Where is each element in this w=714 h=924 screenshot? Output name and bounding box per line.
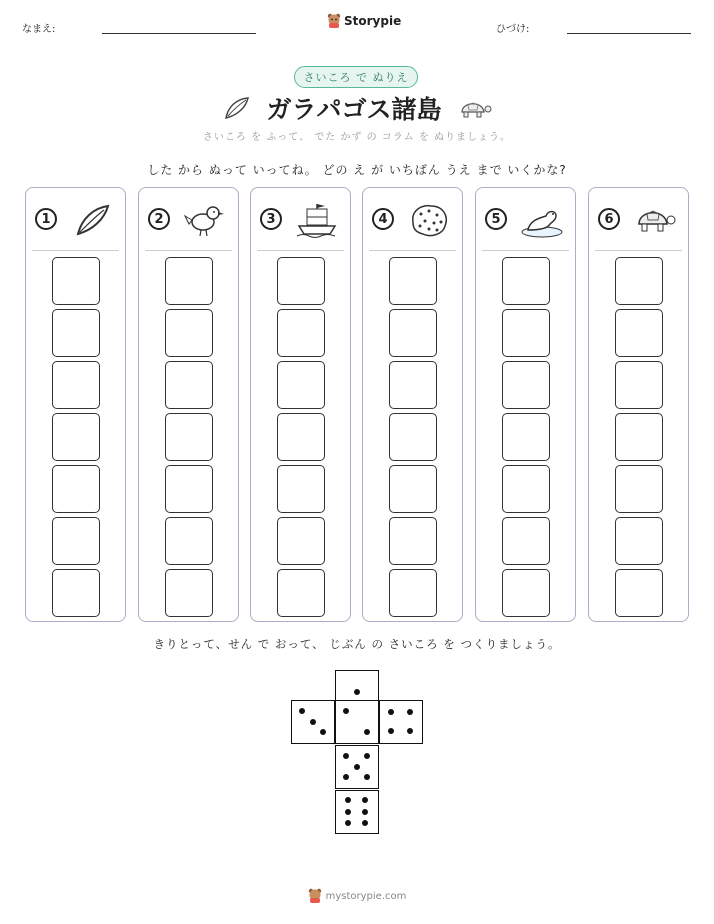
column-divider — [32, 250, 119, 251]
dice-column-2 — [138, 187, 239, 622]
coloring-box — [615, 465, 663, 513]
tortoise-icon — [633, 200, 677, 238]
dice-face-2 — [335, 700, 379, 744]
dice-face-4 — [379, 700, 423, 744]
coloring-box — [165, 361, 213, 409]
coloring-box — [277, 309, 325, 357]
bird-icon — [183, 200, 227, 238]
coloring-box — [389, 465, 437, 513]
column-divider — [595, 250, 682, 251]
coloring-box — [615, 257, 663, 305]
coloring-box — [52, 517, 100, 565]
coloring-box — [165, 413, 213, 461]
coloring-box — [615, 413, 663, 461]
column-number: 6 — [598, 208, 620, 230]
column-number: 2 — [148, 208, 170, 230]
dice-pip — [362, 820, 368, 826]
dice-pip — [345, 809, 351, 815]
name-label: なまえ: — [22, 24, 56, 35]
name-line — [102, 33, 256, 34]
dice-column-1 — [25, 187, 126, 622]
coloring-box — [165, 569, 213, 617]
coloring-box — [277, 517, 325, 565]
dice-column-3 — [250, 187, 351, 622]
date-line — [567, 33, 691, 34]
dice-face-6 — [335, 790, 379, 834]
page-title — [0, 90, 714, 127]
dice-pip — [407, 728, 413, 734]
coloring-box — [277, 361, 325, 409]
storypie-mascot-icon — [308, 888, 322, 904]
subtitle: さいころ を ふって、 でた かず の コラム を ぬりましょう。 — [202, 132, 512, 143]
storypie-mascot-icon — [327, 13, 341, 29]
column-number: 1 — [35, 208, 57, 230]
tortoise-icon — [456, 96, 492, 120]
coloring-box — [277, 257, 325, 305]
dice-pip — [388, 709, 394, 715]
dice-pip — [345, 820, 351, 826]
dice-pip — [362, 797, 368, 803]
coloring-box — [389, 361, 437, 409]
coloring-box — [502, 517, 550, 565]
column-divider — [482, 250, 569, 251]
dice-face-5 — [335, 745, 379, 789]
dice-pip — [320, 729, 326, 735]
brand-logo — [327, 13, 401, 29]
dice-face-3 — [291, 700, 335, 744]
coloring-box — [389, 569, 437, 617]
instruction-bottom: きりとって、せん で おって、 じぶん の さいころ を つくりましょう。 — [153, 637, 561, 651]
coloring-box — [165, 465, 213, 513]
dice-pip — [354, 689, 360, 695]
date-label: ひづけ: — [496, 24, 530, 35]
dice-pip — [343, 708, 349, 714]
feather-icon — [222, 95, 252, 121]
column-divider — [257, 250, 344, 251]
column-number: 3 — [260, 208, 282, 230]
coloring-box — [615, 309, 663, 357]
dice-column-6 — [588, 187, 689, 622]
coloring-box — [52, 413, 100, 461]
coloring-box — [615, 569, 663, 617]
coloring-box — [52, 309, 100, 357]
feather-icon — [70, 200, 114, 238]
dice-pip — [343, 774, 349, 780]
coloring-box — [389, 257, 437, 305]
coloring-box — [165, 257, 213, 305]
dice-pip — [299, 708, 305, 714]
coloring-box — [615, 517, 663, 565]
sea-lion-icon — [520, 200, 564, 238]
coral-icon — [407, 200, 451, 238]
coloring-box — [52, 257, 100, 305]
column-divider — [369, 250, 456, 251]
activity-badge: さいころ で ぬりえ — [294, 66, 418, 88]
coloring-box — [389, 517, 437, 565]
coloring-box — [502, 257, 550, 305]
footer — [0, 888, 714, 904]
dice-pip — [388, 728, 394, 734]
column-number: 4 — [372, 208, 394, 230]
dice-pip — [354, 764, 360, 770]
column-divider — [145, 250, 232, 251]
dice-pip — [407, 709, 413, 715]
coloring-box — [389, 309, 437, 357]
coloring-box — [165, 517, 213, 565]
instruction-top: した から ぬって いってね。 どの え が いちばん うえ まで いくかな? — [147, 163, 567, 177]
dice-pip — [364, 774, 370, 780]
dice-column-4 — [362, 187, 463, 622]
coloring-box — [277, 569, 325, 617]
brand-name: Storypie — [344, 14, 402, 28]
coloring-box — [277, 465, 325, 513]
coloring-box — [615, 361, 663, 409]
footer-url: mystorypie.com — [325, 890, 407, 902]
coloring-box — [502, 309, 550, 357]
coloring-box — [52, 465, 100, 513]
ship-icon — [295, 200, 339, 238]
coloring-box — [502, 361, 550, 409]
dice-pip — [310, 719, 316, 725]
title-text: ガラパゴス諸島 — [266, 95, 442, 124]
dice-pip — [343, 753, 349, 759]
coloring-box — [389, 413, 437, 461]
dice-pip — [345, 797, 351, 803]
coloring-box — [52, 361, 100, 409]
dice-pip — [364, 729, 370, 735]
column-number: 5 — [485, 208, 507, 230]
dice-pip — [362, 809, 368, 815]
coloring-box — [502, 413, 550, 461]
coloring-box — [165, 309, 213, 357]
coloring-box — [52, 569, 100, 617]
dice-pip — [364, 753, 370, 759]
coloring-box — [277, 413, 325, 461]
dice-column-5 — [475, 187, 576, 622]
coloring-box — [502, 569, 550, 617]
coloring-box — [502, 465, 550, 513]
